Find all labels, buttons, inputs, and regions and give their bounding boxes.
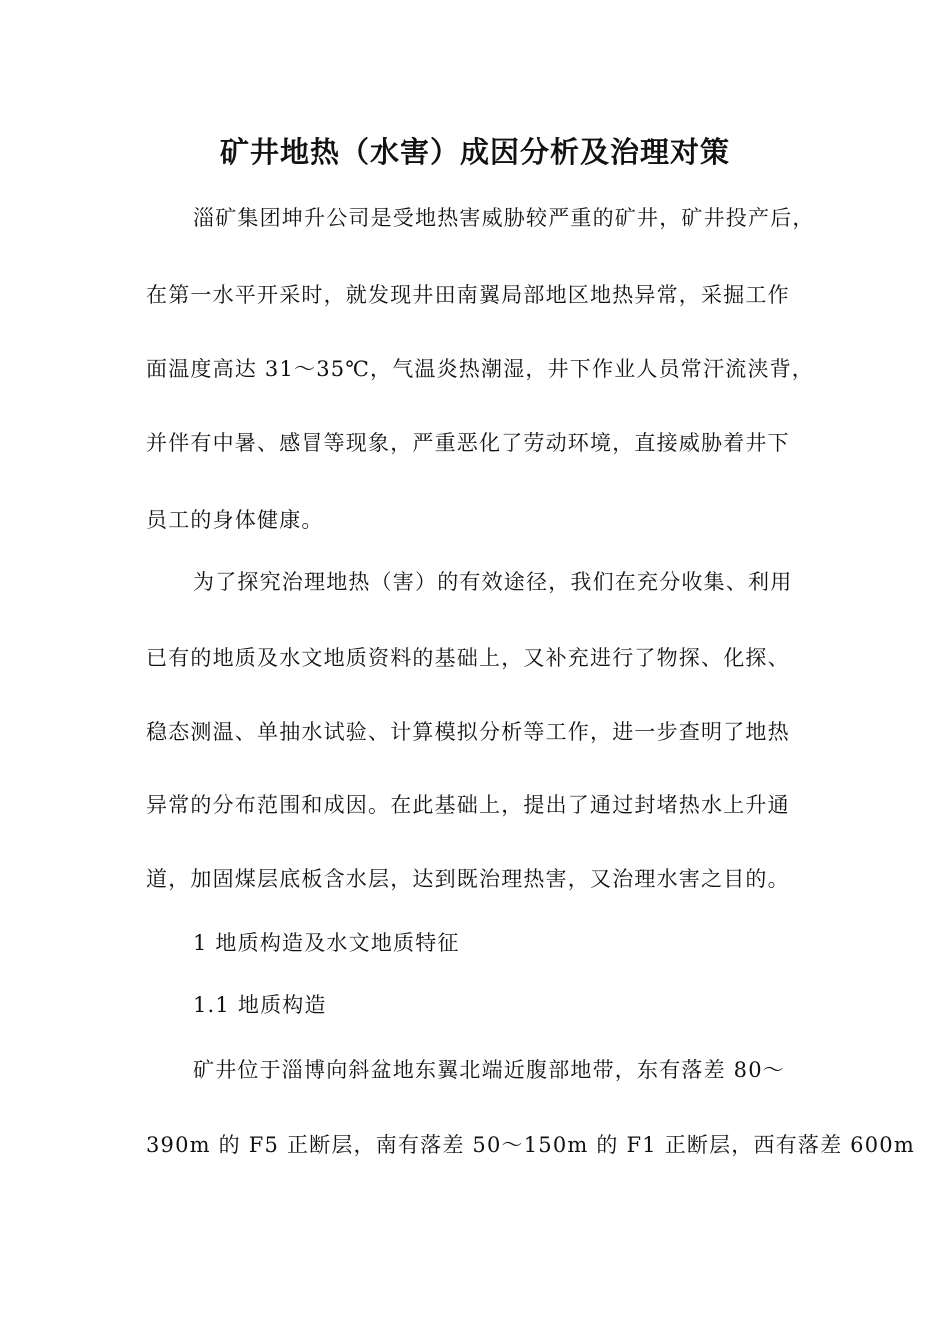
paragraph-2-line-1: 为了探究治理地热（害）的有效途径，我们在充分收集、利用 <box>193 570 793 594</box>
subsection-heading-1-1: 1.1 地质构造 <box>193 993 327 1017</box>
section-heading-1: 1 地质构造及水文地质特征 <box>193 931 460 955</box>
paragraph-3-line-1: 矿井位于淄博向斜盆地东翼北端近腹部地带，东有落差 80～ <box>193 1058 785 1082</box>
paragraph-2-line-4: 异常的分布范围和成因。在此基础上，提出了通过封堵热水上升通 <box>146 793 790 817</box>
paragraph-2-line-2: 已有的地质及水文地质资料的基础上，又补充进行了物探、化探、 <box>146 646 790 670</box>
paragraph-2-line-3: 稳态测温、单抽水试验、计算模拟分析等工作，进一步查明了地热 <box>146 720 790 744</box>
document-title: 矿井地热（水害）成因分析及治理对策 <box>219 135 730 169</box>
paragraph-1-line-4: 并伴有中暑、感冒等现象，严重恶化了劳动环境，直接威胁着井下 <box>146 431 790 455</box>
paragraph-1-line-5: 员工的身体健康。 <box>146 508 324 532</box>
paragraph-2-line-5: 道，加固煤层底板含水层，达到既治理热害，又治理水害之目的。 <box>146 867 790 891</box>
paragraph-3-line-2: 390m 的 F5 正断层，南有落差 50～150m 的 F1 正断层，西有落差 600m <box>146 1133 915 1157</box>
paragraph-1-line-3: 面温度高达 31～35℃，气温炎热潮湿，井下作业人员常汗流浃背， <box>146 357 815 381</box>
paragraph-1-line-2: 在第一水平开采时，就发现井田南翼局部地区地热异常，采掘工作 <box>146 283 790 307</box>
paragraph-1-line-1: 淄矿集团坤升公司是受地热害威胁较严重的矿井，矿井投产后， <box>193 206 815 230</box>
